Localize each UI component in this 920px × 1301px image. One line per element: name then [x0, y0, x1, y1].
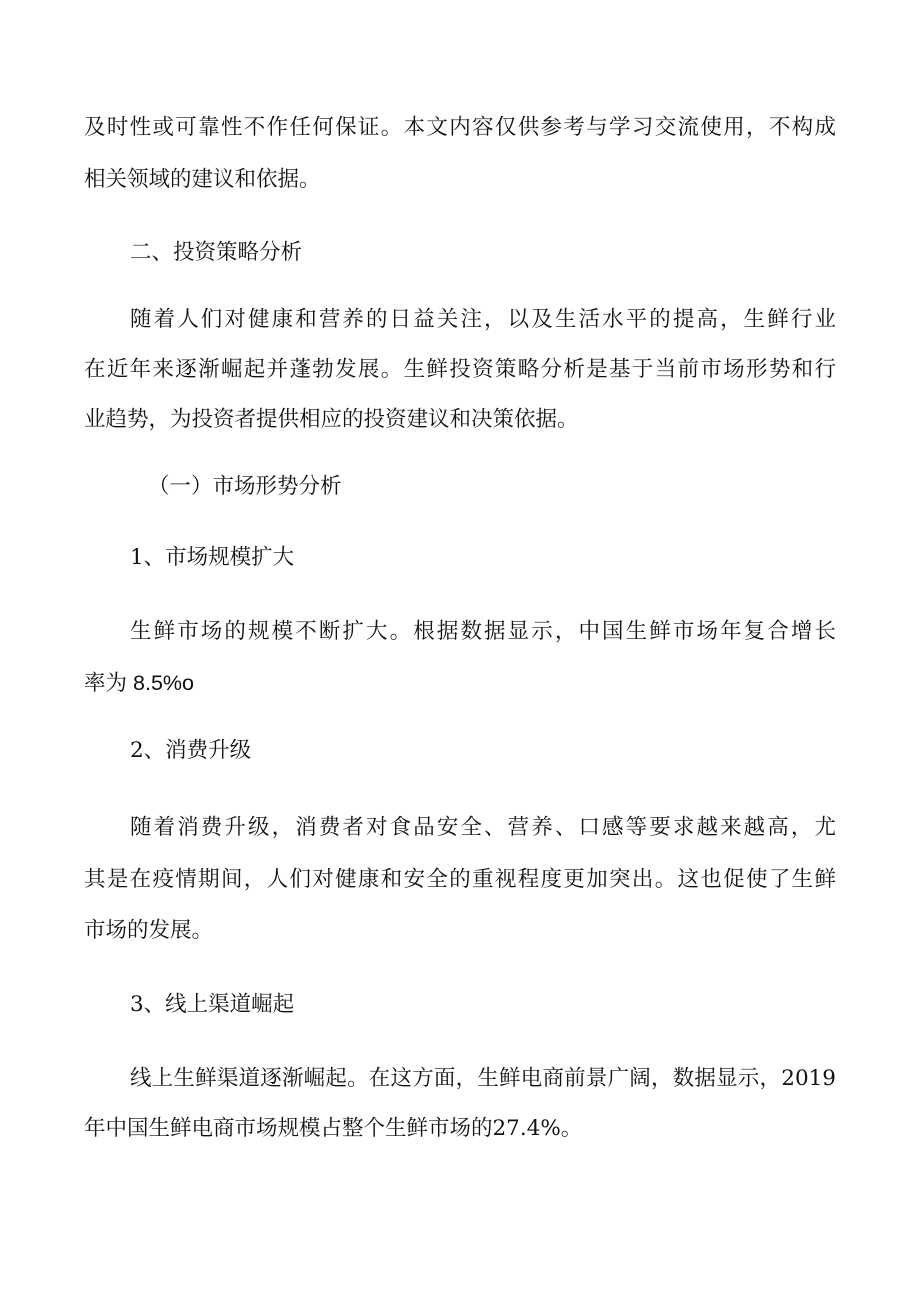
item1-line-2-prefix: 率为 [84, 671, 128, 696]
item1-growth-rate: 8.5%o [133, 671, 194, 695]
subsection-heading: （一）市场形势分析 [148, 474, 342, 499]
item1-line-2 [84, 668, 836, 698]
item2-line-3: 市场的发展。 [84, 918, 214, 943]
section-para-line-3: 业趋势，为投资者提供相应的投资建议和决策依据。 [84, 407, 579, 432]
item2-line-1: 随着消费升级，消费者对食品安全、营养、口感等要求越来越高，尤 [130, 815, 836, 840]
intro-line-1: 及时性或可靠性不作任何保证。本文内容仅供参考与学习交流使用，不构成 [84, 115, 836, 140]
section-para-line-2: 在近年来逐渐崛起并蓬勃发展。生鲜投资策略分析是基于当前市场形势和行 [84, 357, 836, 382]
section-para-line-1: 随着人们对健康和营养的日益关注，以及生活水平的提高，生鲜行业 [130, 307, 836, 332]
item1-line-1: 生鲜市场的规模不断扩大。根据数据显示，中国生鲜市场年复合增长 [130, 619, 836, 644]
section-heading: 二、投资策略分析 [130, 240, 303, 265]
item2-line-2: 其是在疫情期间，人们对健康和安全的重视程度更加突出。这也促使了生鲜 [84, 867, 836, 892]
item3-line-1: 线上生鲜渠道逐渐崛起。在这方面，生鲜电商前景广阔，数据显示，2019 [130, 1066, 836, 1091]
item3-line-2: 年中国生鲜电商市场规模占整个生鲜市场的27.4%。 [84, 1116, 583, 1141]
intro-line-2: 相关领域的建议和依据。 [84, 167, 321, 192]
item1-heading: 1、市场规模扩大 [130, 545, 295, 570]
item2-heading: 2、消费升级 [130, 738, 252, 763]
item3-heading: 3、线上渠道崛起 [130, 992, 295, 1017]
